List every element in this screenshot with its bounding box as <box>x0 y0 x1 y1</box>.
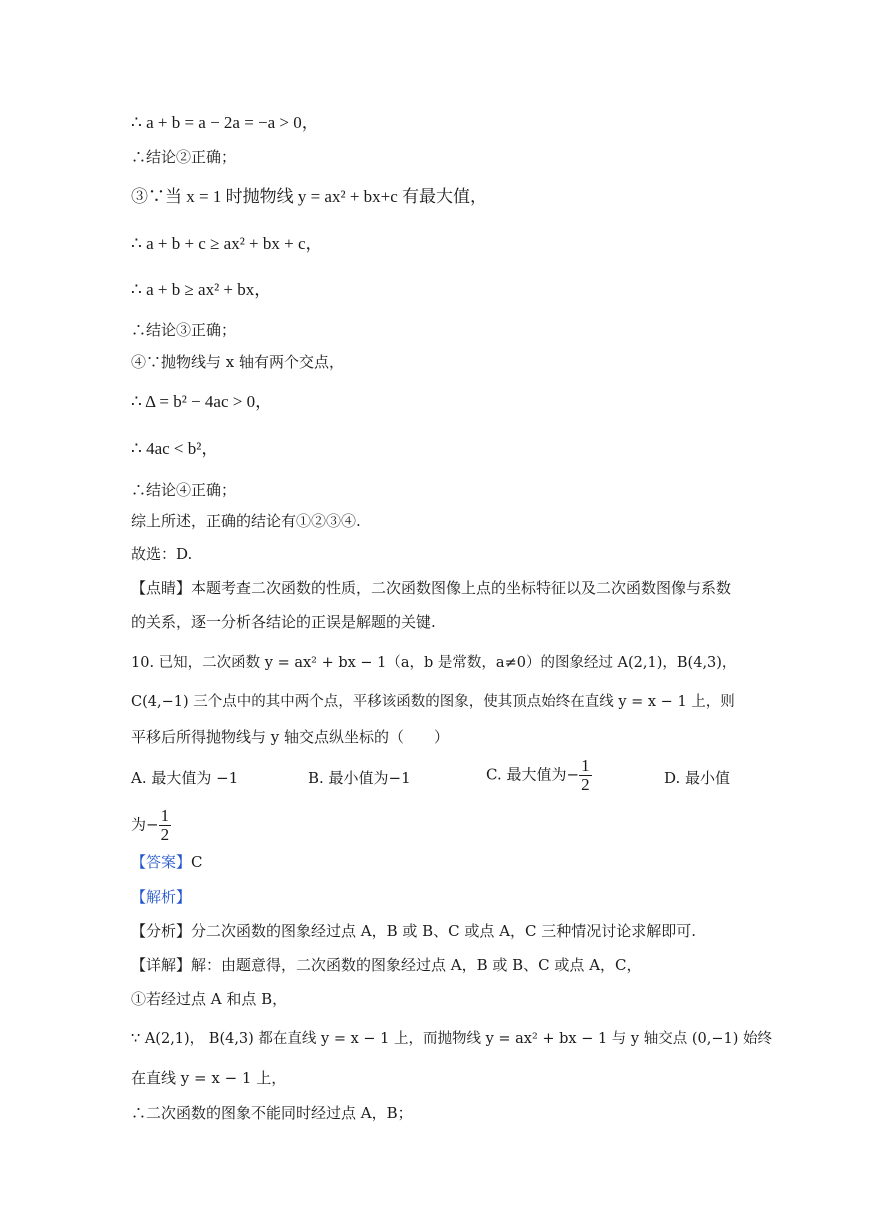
fraction-numerator: 1 <box>160 806 170 825</box>
text-line: ∴ a + b + c ≥ ax² + bx + c， <box>131 234 323 253</box>
text-line: ①若经过点 A 和点 B， <box>131 990 288 1008</box>
text-line: ∵ A(2,1)， B(4,3) 都在直线 y = x − 1 上，而抛物线 y = ax² + bx − 1 与 y 轴交点 (0,−1) 始终 <box>131 1031 772 1047</box>
text-line: ∴二次函数的图象不能同时经过点 A，B； <box>131 1104 413 1122</box>
text-line: ④∵抛物线与 x 轴有两个交点， <box>131 353 344 371</box>
option-c-label: C. 最大值为− <box>486 765 580 784</box>
option-b: B. 最小值为−1 <box>308 769 411 787</box>
text-line: 平移后所得抛物线与 y 轴交点纵坐标的（ ） <box>131 728 450 746</box>
text-line: ∴结论③正确； <box>131 321 237 339</box>
fraction <box>579 757 592 794</box>
answer-value: C <box>191 853 203 871</box>
text-line: ∴ a + b ≥ ax² + bx， <box>131 280 272 299</box>
fraction-denominator: 2 <box>160 825 170 844</box>
text-line: ∴ 4ac < b²， <box>131 439 219 458</box>
fraction-numerator: 1 <box>581 756 590 775</box>
text-line: ∴ a + b = a − 2a = −a > 0， <box>131 113 319 132</box>
answer-line <box>131 851 735 873</box>
text-line: C(4,−1) 三个点中的其中两个点，平移该函数的图象，使其顶点始终在直线 y = x − 1 上，则 <box>131 694 735 710</box>
text-line: 【详解】解：由题意得，二次函数的图象经过点 A，B 或 B、C 或点 A，C， <box>131 956 642 974</box>
text-line: 故选：D. <box>131 545 193 563</box>
option-c <box>486 757 592 794</box>
answer-tag: 【答案】 <box>131 853 192 871</box>
text-line: 综上所述，正确的结论有①②③④. <box>131 512 361 530</box>
text-line: 在直线 y = x − 1 上， <box>131 1069 287 1087</box>
text-line: ∴ Δ = b² − 4ac > 0， <box>131 392 273 411</box>
option-a: A. 最大值为 −1 <box>131 769 239 787</box>
text-line: ∴结论②正确； <box>131 148 237 166</box>
text-line: ∴结论④正确； <box>131 481 237 499</box>
option-d-continued <box>131 807 171 844</box>
question-10-stem: 10. 已知，二次函数 y = ax² + bx − 1（a，b 是常数，a≠0）的图象经过 A(2,1)，B(4,3)， <box>131 655 737 671</box>
text-line: ③∵当 x = 1 时抛物线 y = ax² + bx+c 有最大值， <box>131 187 488 206</box>
analysis-tag: 【解析】 <box>131 888 192 906</box>
text-line: 【分析】分二次函数的图象经过点 A，B 或 B、C 或点 A，C 三种情况讨论求解即可. <box>131 922 697 940</box>
fraction <box>159 807 172 844</box>
option-d: D. 最小值 <box>664 769 731 787</box>
text-line: 的关系，逐一分析各结论的正误是解题的关键. <box>131 613 436 631</box>
text-line: 【点睛】本题考查二次函数的性质，二次函数图像上点的坐标特征以及二次函数图像与系数 <box>131 579 732 597</box>
fraction-denominator: 2 <box>581 775 590 794</box>
option-d-label: 为− <box>131 815 159 834</box>
